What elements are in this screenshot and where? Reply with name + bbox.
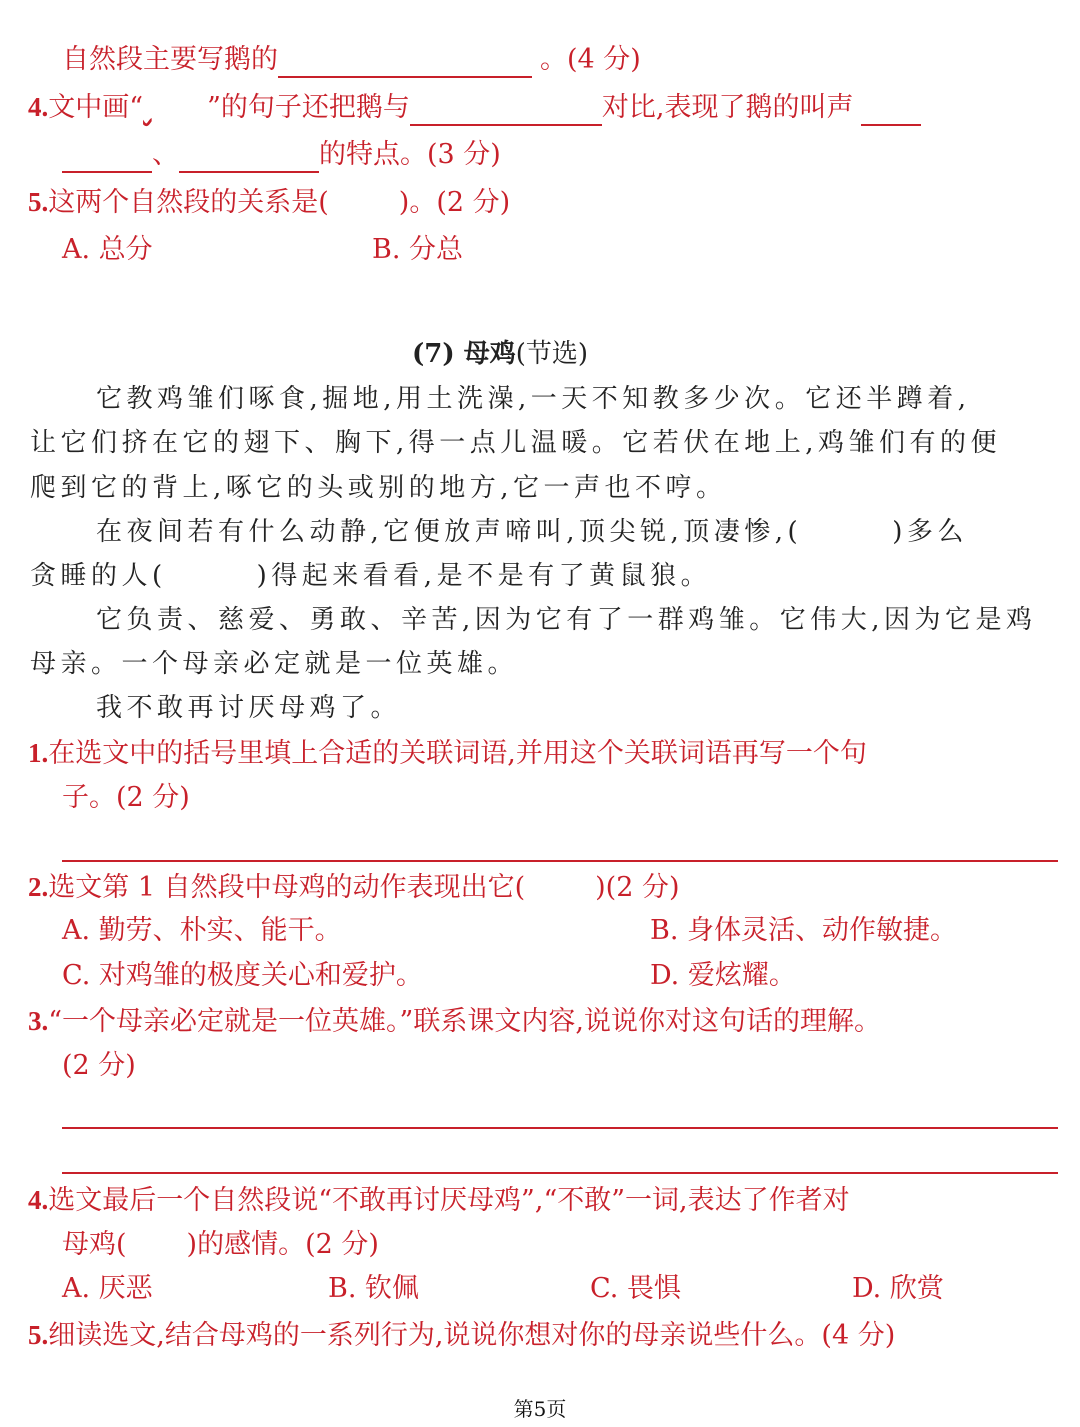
passage-line: 它负责、慈爱、勇敢、辛苦,因为它有了一群鸡雏。它伟大,因为它是鸡 <box>96 605 1037 635</box>
passage-line: 让它们挤在它的翅下、胸下,得一点儿温暖。它若伏在地上,鸡雏们有的便 <box>30 428 1002 458</box>
passage-line: 它教鸡雏们啄食,掘地,用土洗澡,一天不知教多少次。它还半蹲着, <box>96 384 971 414</box>
question-4-option-c[interactable]: C. 畏惧 <box>590 1273 681 1304</box>
page-number: 第5页 <box>513 1397 567 1421</box>
question-2-option-b[interactable]: B. 身体灵活、动作敏捷。 <box>650 915 958 946</box>
prev-q4-text-2: ”的句子还把鹅与 <box>207 92 410 123</box>
prev-q4-text-4: 、 <box>152 139 179 170</box>
question-number: 2. <box>28 872 49 902</box>
answer-blank[interactable] <box>62 145 152 173</box>
question-number: 5. <box>28 187 49 217</box>
passage-text: )多么 <box>892 517 968 547</box>
prev-q5-text-2: )。(2 分) <box>398 187 511 218</box>
question-1 <box>28 735 867 772</box>
question-2-text-2: )(2 分) <box>595 872 680 903</box>
question-2-text-1: 选文第 1 自然段中母鸡的动作表现出它( <box>48 872 526 903</box>
prev-q5-option-a[interactable]: A. 总分 <box>62 234 153 265</box>
question-number: 3. <box>28 1006 49 1036</box>
question-number: 4. <box>28 1185 49 1215</box>
passage-text: 在夜间若有什么动静,它便放声啼叫,顶尖锐,顶凄惨,( <box>96 517 803 547</box>
passage-line: 母亲。一个母亲必定就是一位英雄。 <box>30 649 519 679</box>
section-title-text: 母鸡 <box>463 339 516 369</box>
answer-line[interactable] <box>62 1127 1058 1129</box>
passage-text: 贪睡的人( <box>30 561 167 591</box>
prev-q4-text-1: 文中画“ <box>48 92 144 123</box>
question-number: 4. <box>28 92 49 122</box>
question-4-text-1: 母鸡( <box>62 1229 127 1260</box>
passage-line: 爬到它的背上,啄它的头或别的地方,它一声也不哼。 <box>30 473 727 503</box>
question-4 <box>28 1182 850 1219</box>
question-2-option-d[interactable]: D. 爱炫耀。 <box>650 960 796 991</box>
answer-blank[interactable] <box>861 98 921 126</box>
answer-blank[interactable] <box>179 145 319 173</box>
question-2-option-c[interactable]: C. 对鸡雏的极度关心和爱护。 <box>62 960 423 991</box>
prev-q3-end: 。(4 分) <box>540 44 641 75</box>
question-4-text: 选文最后一个自然段说“不敢再讨厌母鸡”,“不敢”一词,表达了作者对 <box>48 1185 850 1216</box>
question-3 <box>28 1003 881 1040</box>
section-title <box>412 336 588 372</box>
passage-line <box>96 514 968 550</box>
question-4-option-d[interactable]: D. 欣赏 <box>852 1273 944 1304</box>
wavy-underline-sample <box>143 90 207 126</box>
question-5 <box>28 1317 895 1354</box>
section-title-note: (节选) <box>515 339 589 369</box>
passage-text: )得起来看看,是不是有了黄鼠狼。 <box>256 561 712 591</box>
question-5-text: 细读选文,结合母鸡的一系列行为,说说你想对你的母亲说些什么。(4 分) <box>48 1320 896 1351</box>
prev-q4-line2 <box>62 137 501 173</box>
prev-q4-text-3: 对比,表现了鹅的叫声 <box>601 92 854 123</box>
question-3-text: “一个母亲必定就是一位英雄。”联系课文内容,说说你对这句话的理解。 <box>48 1006 881 1037</box>
prev-q5-option-b[interactable]: B. 分总 <box>372 234 464 265</box>
question-2-option-a[interactable]: A. 勤劳、朴实、能干。 <box>62 915 342 946</box>
question-4-line2 <box>62 1227 379 1263</box>
prev-q4 <box>28 89 921 126</box>
question-2 <box>28 869 680 906</box>
answer-line[interactable] <box>62 860 1058 862</box>
question-number: 5. <box>28 1320 49 1350</box>
question-4-text-2: )的感情。(2 分) <box>186 1229 379 1260</box>
question-4-option-b[interactable]: B. 钦佩 <box>328 1273 420 1304</box>
section-number: (7) <box>412 339 455 369</box>
prev-q5-text-1: 这两个自然段的关系是( <box>48 187 329 218</box>
passage-line: 我不敢再讨厌母鸡了。 <box>96 693 402 723</box>
question-1-text: 在选文中的括号里填上合适的关联词语,并用这个关联词语再写一个句 <box>48 738 867 769</box>
question-3-line2: (2 分) <box>62 1050 136 1081</box>
passage-line <box>30 558 711 594</box>
prev-q3-tail <box>62 42 641 78</box>
answer-line[interactable] <box>62 1172 1058 1174</box>
prev-q5 <box>28 184 510 221</box>
question-4-option-a[interactable]: A. 厌恶 <box>62 1273 153 1304</box>
question-number: 1. <box>28 738 49 768</box>
prev-q4-text-5: 的特点。(3 分) <box>319 139 501 170</box>
prev-q3-text: 自然段主要写鹅的 <box>62 44 278 75</box>
answer-blank[interactable] <box>278 50 532 78</box>
question-1-line2: 子。(2 分) <box>62 782 190 813</box>
answer-blank[interactable] <box>410 98 602 126</box>
